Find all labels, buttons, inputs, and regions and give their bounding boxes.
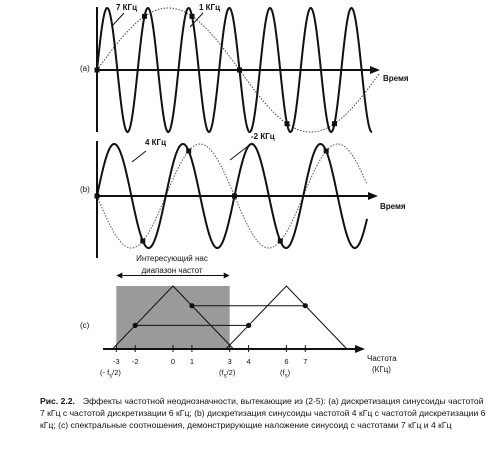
sample-point — [140, 239, 145, 244]
label-7khz-pointer — [112, 13, 124, 26]
label-4khz-pointer — [132, 151, 146, 162]
caption-text: Эффекты частотной неоднозначности, вытекающие из (2-5): (a) дискретизация синусоиды частотой 7 кГц с частотой дискретизации 6 кГц; (b) дискретизация синусоиды частотой 4 кГц с частотой дискретизации 6 кГц; (c) спектральные соотношения, демонстрирующие наложение синусоид с частотами 7 кГц и 4 кГц — [40, 396, 486, 430]
label-neg-fs2: (- $f_s/2$) — [100, 368, 121, 380]
panel-b-label: (b) — [80, 185, 90, 194]
panel-b-axis-label: Время — [380, 202, 406, 211]
tick-label: 6 — [284, 357, 289, 366]
figure-number: Рис. 2.2. — [40, 396, 75, 406]
panel-a-label: (a) — [80, 64, 90, 73]
panel-a — [80, 3, 409, 132]
sample-point — [95, 68, 100, 73]
label-fs: $(f_s)$ — [280, 368, 291, 380]
panel-b — [80, 132, 406, 258]
panel-c — [80, 254, 397, 380]
sample-point — [278, 239, 283, 244]
band-of-interest — [116, 286, 229, 349]
label-1khz: 1 КГц — [199, 3, 221, 12]
label-minus-2khz: -2 КГц — [251, 132, 275, 141]
sample-point — [324, 149, 329, 154]
frequency-axis-label: Частота — [367, 354, 397, 363]
alias-point — [246, 323, 251, 328]
alias-point — [189, 303, 194, 308]
sample-point — [232, 194, 237, 199]
tick-label: -3 — [112, 357, 120, 366]
spectral-replica — [226, 286, 347, 349]
band-arrow-left-head — [116, 273, 122, 279]
tick-label: 3 — [227, 357, 232, 366]
tick-label: 7 — [303, 357, 308, 366]
label-fs2: $(f_s/2)$ — [219, 368, 236, 380]
tick-label: 4 — [246, 357, 251, 366]
panel-a-axis-arrow — [370, 66, 380, 74]
figure-caption — [40, 396, 490, 431]
tick-label: 1 — [189, 357, 194, 366]
sample-point — [332, 121, 337, 126]
sample-point — [190, 14, 195, 19]
label-4khz: 4 КГц — [145, 138, 167, 147]
panel-b-axis-arrow — [368, 192, 378, 200]
tick-label: -2 — [131, 357, 139, 366]
label-7khz: 7 КГц — [116, 3, 138, 12]
alias-point — [303, 303, 308, 308]
sample-point — [95, 194, 100, 199]
frequency-axis-arrow — [355, 345, 365, 353]
tick-label: 0 — [170, 357, 176, 366]
sample-point — [285, 121, 290, 126]
frequency-axis-unit: (КГц) — [372, 365, 391, 374]
sample-point — [142, 14, 147, 19]
sample-point — [237, 68, 242, 73]
band-arrow-right-head — [224, 273, 230, 279]
band-label-line2: диапазон частот — [141, 266, 203, 275]
label-minus-2khz-pointer — [230, 143, 252, 160]
alias-point — [133, 323, 138, 328]
band-label-line1: Интересующий нас — [136, 254, 208, 263]
sample-point — [186, 149, 191, 154]
panel-c-label: (c) — [80, 321, 90, 330]
panel-a-axis-label: Время — [383, 74, 409, 83]
